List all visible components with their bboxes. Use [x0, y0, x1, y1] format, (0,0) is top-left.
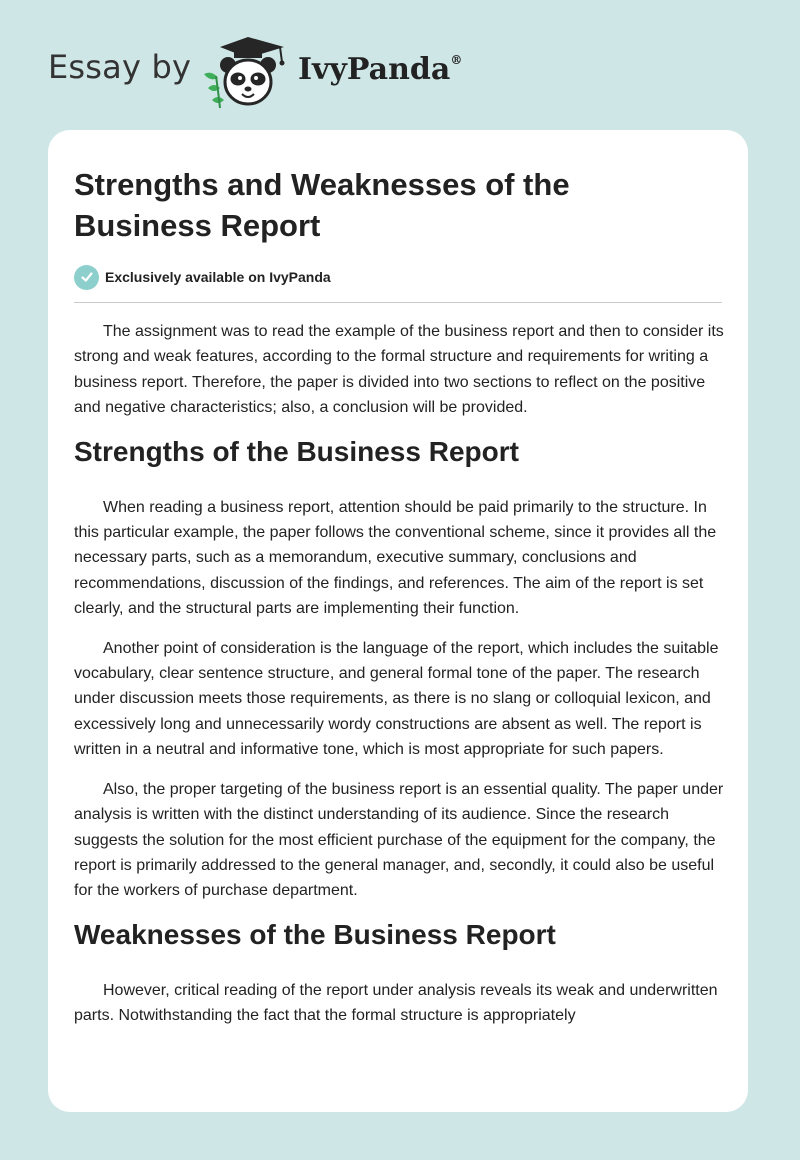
- page-title: Strengths and Weaknesses of the Business Report: [74, 167, 570, 243]
- body-paragraph: Also, the proper targeting of the business report is an essential quality. The paper under analysis is written with the distinct understanding of its audience. Since the research suggests the solution for the most efficient purchase of the equipment for the company, the report is primarily addressed to the general manager, and, secondly, it could also be useful for the workers of purchase department.: [74, 780, 724, 900]
- section-heading-strengths: Strengths of the Business Report: [74, 435, 519, 467]
- intro-paragraph: The assignment was to read the example of the business report and then to consider its strong and weak features, according to the formal structure and requirements for writing a business report. Therefore, the paper is divided into two sections to reflect on the positive and negative characteristics; also, a conclusion will be provided.: [74, 323, 724, 417]
- check-icon: [74, 265, 99, 290]
- body-paragraph: When reading a business report, attention should be paid primarily to the structure. In this particular example, the paper follows the conventional scheme, since it provides all the necessary parts, such as a memorandum, executive summary, conclusions and recommendations, discussion of the findings, and references. The aim of the report is set clearly, and the structural parts are implementing their function.: [74, 498, 717, 618]
- panda-logo-icon[interactable]: [200, 34, 296, 110]
- section-heading-weaknesses: Weaknesses of the Business Report: [74, 918, 556, 950]
- essay-body: [74, 319, 724, 1043]
- essay-by-label: Essay by: [48, 48, 192, 86]
- essay-card: [48, 130, 748, 1112]
- exclusive-badge: [74, 264, 331, 290]
- registered-mark: ®: [450, 53, 463, 67]
- site-header: [48, 34, 508, 114]
- body-paragraph: However, critical reading of the report under analysis reveals its weak and underwritten parts. Notwithstanding the fact that the formal structure is appropriately: [74, 981, 718, 1025]
- title-divider: [74, 302, 722, 303]
- body-paragraph: Another point of consideration is the language of the report, which includes the suitable vocabulary, clear sentence structure, and general formal tone of the paper. The research under discussion meets those requirements, as there is no slang or colloquial lexicon, and excessively long and unnecessarily wordy constructions are absent as well. The report is written in a neutral and informative tone, which is most appropriate for such papers.: [74, 639, 719, 759]
- ivypanda-logo-text[interactable]: IvyPanda®: [298, 52, 463, 87]
- exclusive-label: Exclusively available on IvyPanda: [105, 269, 331, 285]
